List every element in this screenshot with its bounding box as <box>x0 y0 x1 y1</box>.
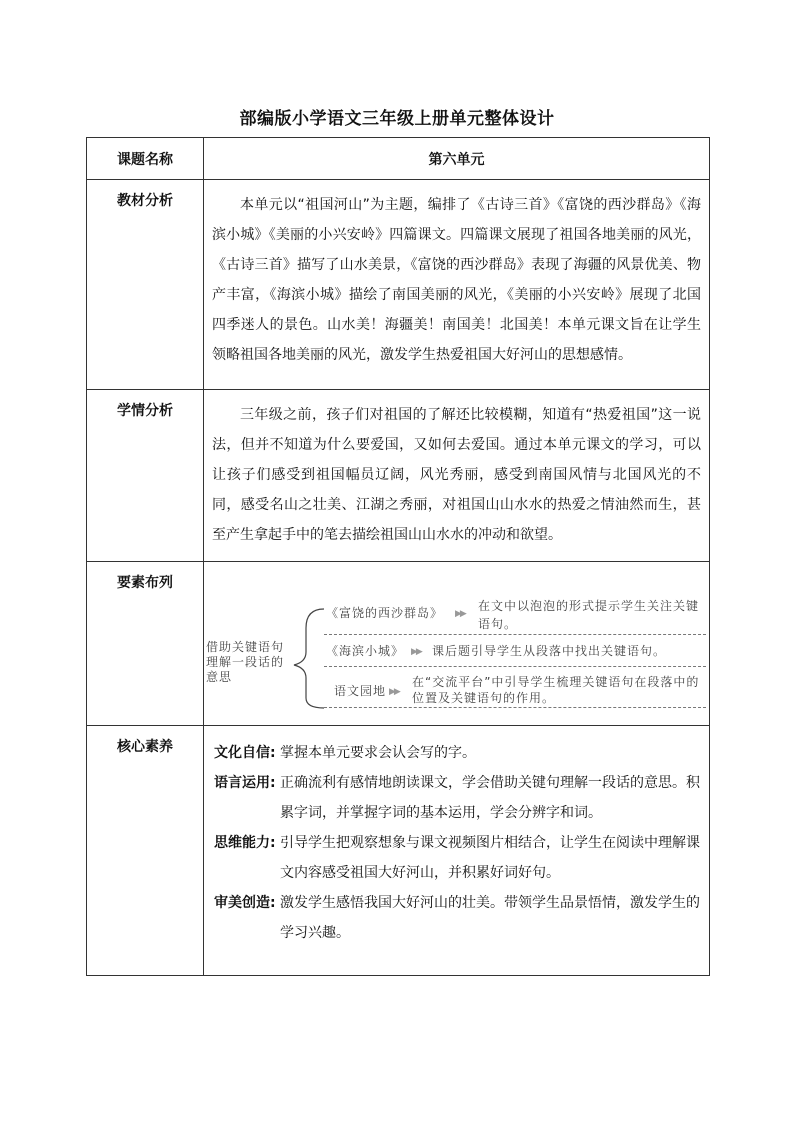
table-row <box>87 138 710 180</box>
list-item <box>214 738 701 768</box>
core-literacy-label: 核心素养 <box>87 726 204 976</box>
branch-desc: 在“交流平台”中引导学生梳理关键语句在段落中的位置及关键语句的作用。 <box>412 675 700 705</box>
core-item-text: 激发学生感悟我国大好河山的壮美。带领学生品景悟情，激发学生的学习兴趣。 <box>280 895 700 941</box>
core-item-text: 正确流利有感情地朗读课文，学会借助关键句理解一段话的意思。积累字词，并掌握字词的基本运用，学会分辨字和词。 <box>280 775 700 821</box>
core-item-label: 文化自信: <box>214 745 276 761</box>
topic-value: 第六单元 <box>204 138 710 180</box>
arrow-icon: ▶▶ <box>411 647 421 657</box>
core-item-label: 思维能力: <box>214 835 276 851</box>
document-title: 部编版小学语文三年级上册单元整体设计 <box>239 109 555 129</box>
branch-source: 《富饶的西沙群岛》 <box>326 606 444 620</box>
list-item <box>214 828 701 888</box>
core-item-text: 引导学生把观察想象与课文视频图片相结合，让学生在阅读中理解课文内容感受祖国大好河山，并积累好词好句。 <box>280 835 700 881</box>
table-row <box>87 562 710 726</box>
branch-source: 语文园地 <box>334 684 387 698</box>
arrow-icon: ▶▶ <box>455 609 465 619</box>
core-item-label: 审美创造: <box>214 895 276 911</box>
unit-design-table <box>86 137 710 976</box>
list-item <box>214 888 701 948</box>
diagram-root: 借助关键语句理解一段话的意思 <box>206 640 285 684</box>
table-row <box>87 180 710 390</box>
table-row <box>87 726 710 976</box>
elements-label: 要素布列 <box>87 562 204 726</box>
core-item-label: 语言运用: <box>214 775 276 791</box>
arrow-icon: ▶▶ <box>389 687 399 697</box>
learner-analysis-text: 三年级之前，孩子们对祖国的了解还比较模糊，知道有“热爱祖国”这一说法，但并不知道为什么要爱国，又如何去爱国。通过本单元课文的学习，可以让孩子们感受到祖国幅员辽阔，风光秀丽，感受到南国风情与北国风光的不同，感受名山之壮美、江湖之秀丽，对祖国山山水水的热爱之情油然而生，甚至产生拿起手中的笔去描绘祖国山山水水的冲动和欲望。 <box>212 407 701 543</box>
branch-desc: 课后题引导学生从段落中找出关键语句。 <box>432 644 667 658</box>
textbook-analysis-label: 教材分析 <box>87 180 204 390</box>
branch-source: 《海滨小城》 <box>326 644 405 658</box>
branch-desc: 在文中以泡泡的形式提示学生关注关键语句。 <box>478 599 700 631</box>
learner-analysis-label: 学情分析 <box>87 390 204 562</box>
topic-label: 课题名称 <box>87 138 204 180</box>
core-literacy-list <box>204 726 709 954</box>
table-row <box>87 390 710 562</box>
list-item <box>214 768 701 828</box>
textbook-analysis-text: 本单元以“祖国河山”为主题，编排了《古诗三首》《富饶的西沙群岛》《海滨小城》《美丽的小兴安岭》四篇课文。四篇课文展现了祖国各地美丽的风光，《古诗三首》描写了山水美景，《富饶的西沙群岛》表现了海疆的风景优美、物产丰富，《海滨小城》描绘了南国美丽的风光，《美丽的小兴安岭》展现了北国四季迷人的景色。山水美！海疆美！南国美！北国美！本单元课文旨在让学生领略祖国各地美丽的风光，激发学生热爱祖国大好河山的思想感情。 <box>212 197 701 363</box>
core-item-text: 掌握本单元要求会认会写的字。 <box>280 745 476 761</box>
